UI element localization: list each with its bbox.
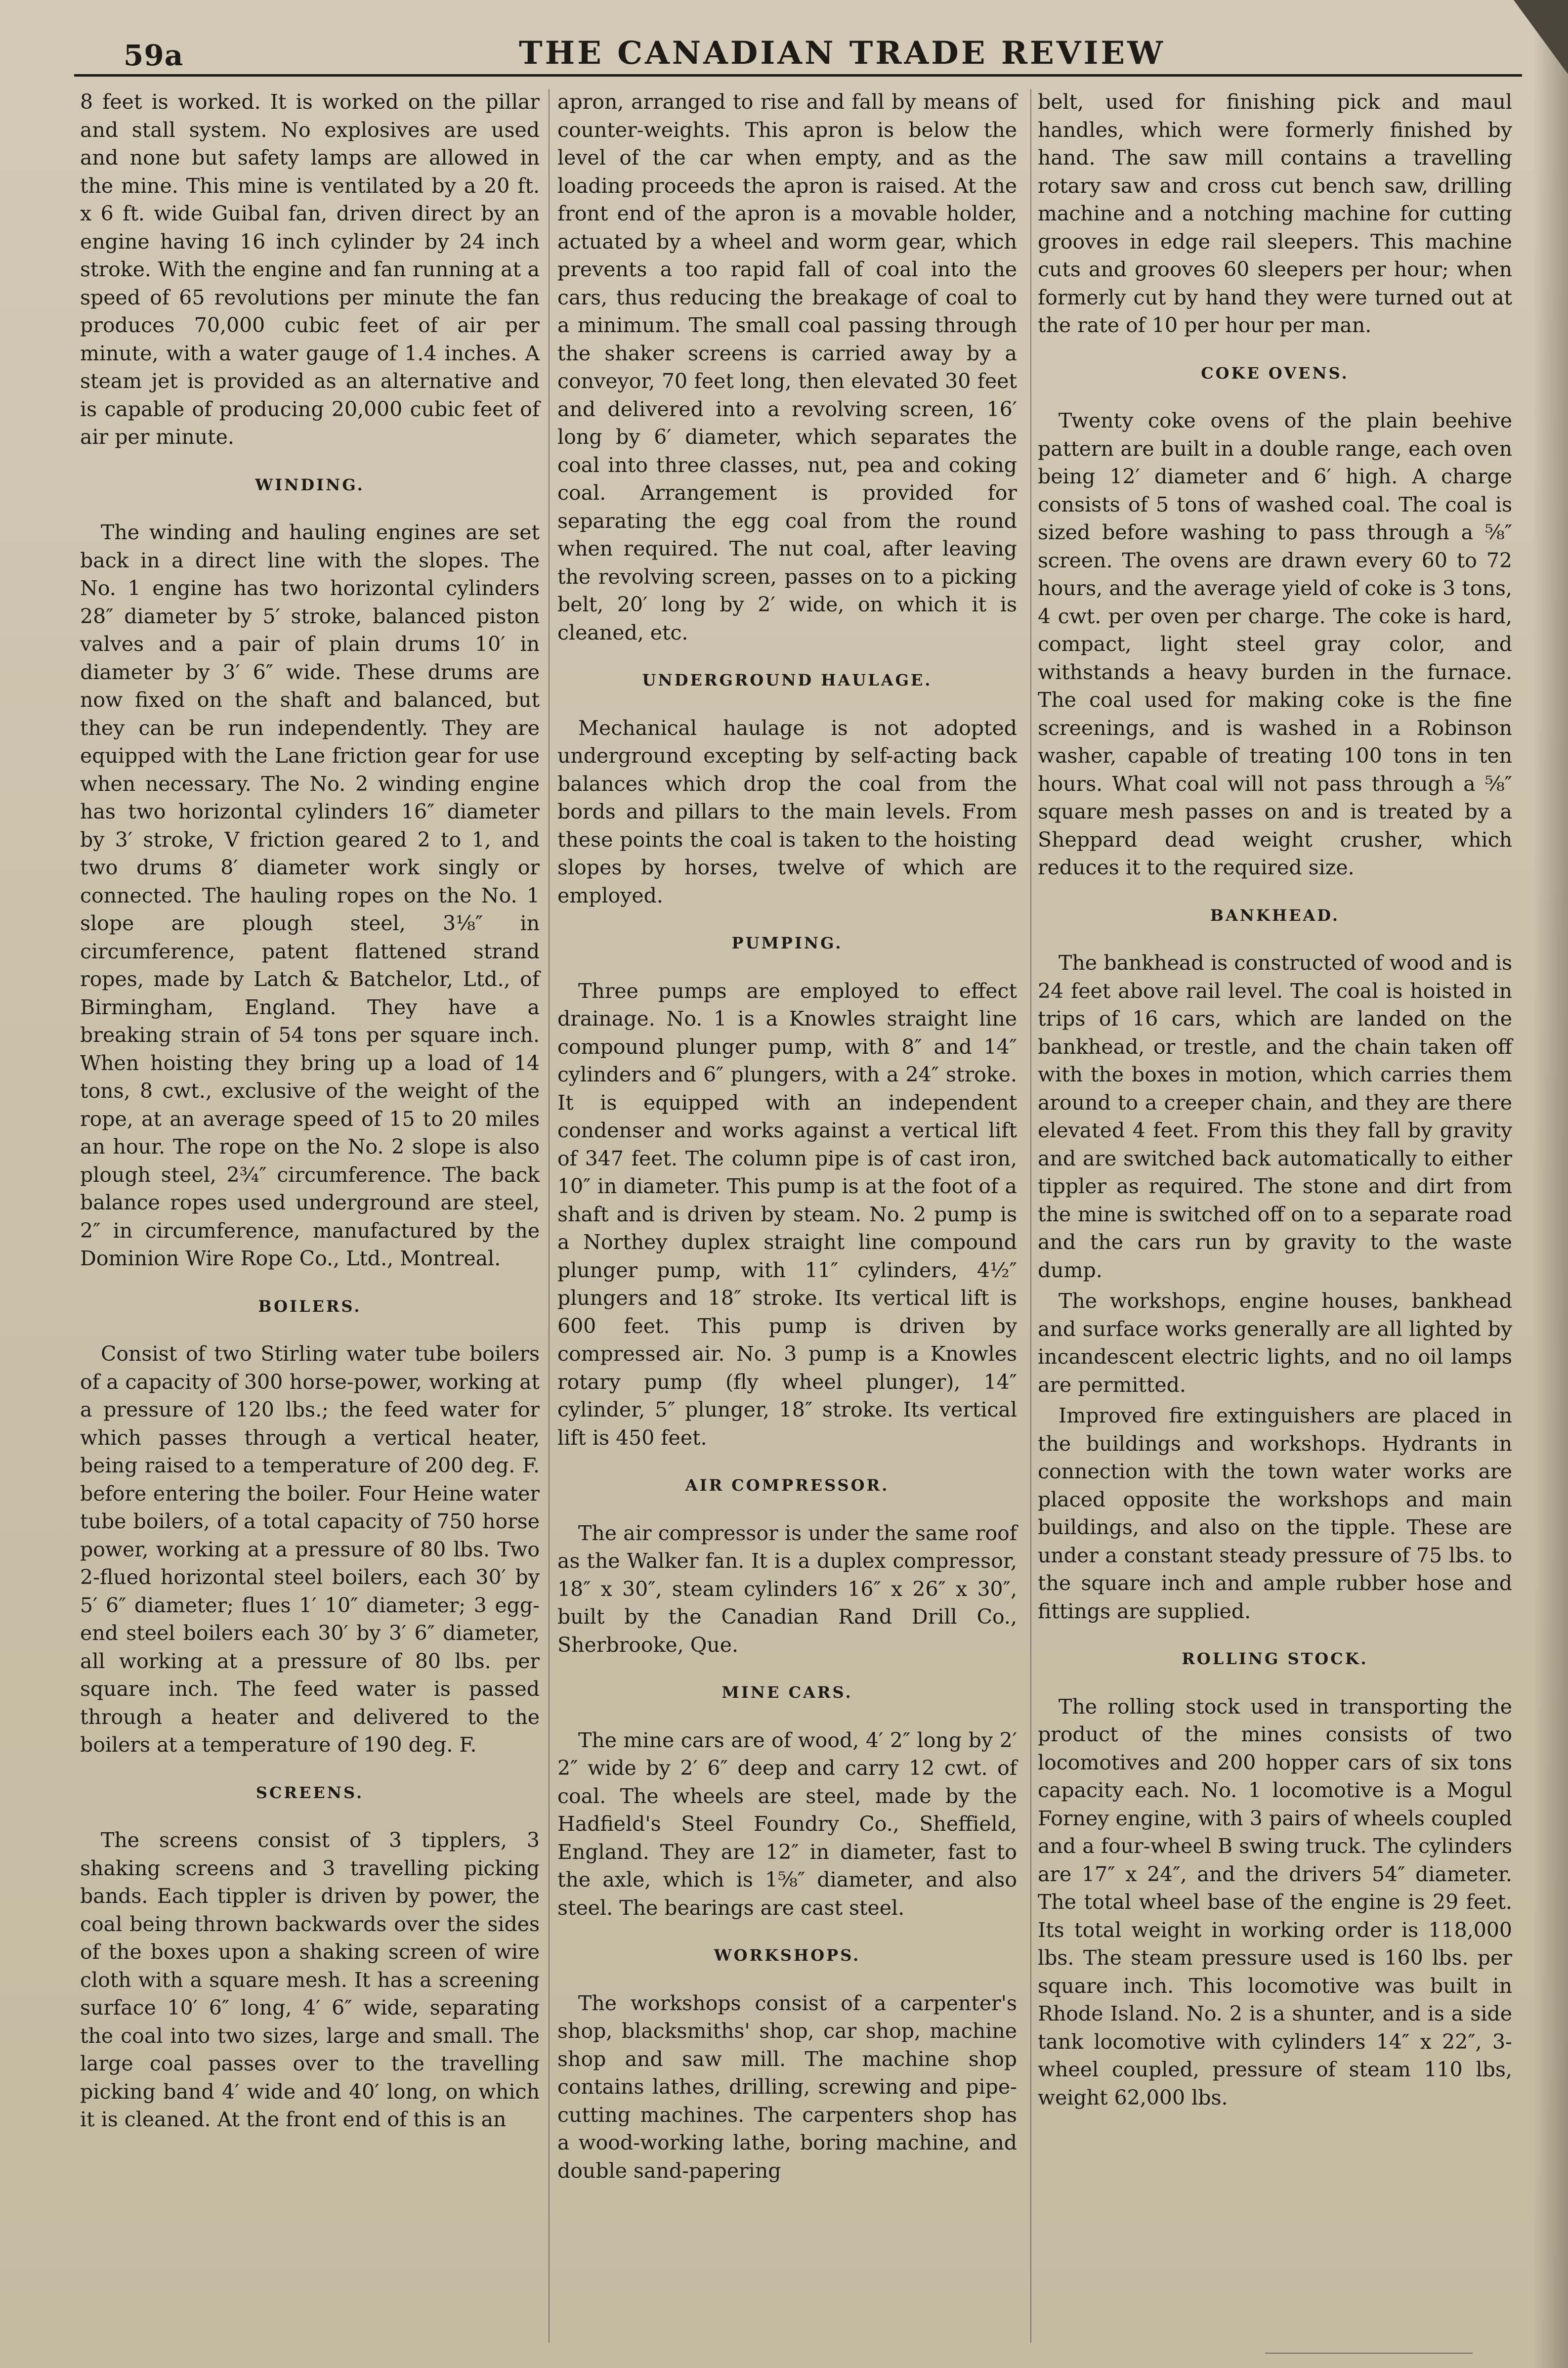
section-heading: BOILERS. xyxy=(258,1296,362,1316)
torn-corner xyxy=(1514,0,1568,74)
paragraph: 8 feet is worked. It is worked on the pillar and stall system. No explosives are used and none but safety lamps are allowed in the mine. This mine is ventilated by a 20 ft. x 6 ft. wide Guibal fan, driven direct by an engine having 16 inch cylinder by 24 inch stroke. With the engine and fan running at a speed of 65 revolutions per minute the fan produces 70,000 cubic feet of air per minute, with a water gauge of 1.4 inches. A steam jet is provided as an alternative and is capable of producing 20,000 cubic feet of air per minute. xyxy=(80,90,540,449)
page-edge-shadow xyxy=(1533,0,1568,2368)
header-rule xyxy=(74,74,1522,77)
section-heading: ROLLING STOCK. xyxy=(1182,1649,1368,1668)
section-heading: BANKHEAD. xyxy=(1210,905,1340,925)
section-heading: MINE CARS. xyxy=(721,1683,853,1702)
section-heading: SCREENS. xyxy=(255,1783,364,1802)
section-heading: PUMPING. xyxy=(731,934,843,952)
paragraph: The mine cars are of wood, 4′ 2″ long by 2′ 2″ wide by 2′ 6″ deep and carry 12 cwt. of coal. The wheels are steel, made by the Hadfield's Steel Foundry Co., Sheffield, England. They are 12″ in diameter, fast to the axle, which is 1⅝″ diameter, and also steel. The bearings are cast steel. xyxy=(557,1728,1017,1920)
paragraph: The rolling stock used in transporting the product of the mines consists of two locomotives and 200 hopper cars of six tons capacity each. No. 1 locomotive is a Mogul Forney engine, with 3 pairs of wheels coupled and a four-wheel B swing truck. The cylinders are 17″ x 24″, and the drivers 54″ diameter. The total wheel base of the engine is 29 feet. Its total weight in working order is 118,000 lbs. The steam pressure used is 160 lbs. per square inch. This locomotive was built in Rhode Island. No. 2 is a shunter, and is a side tank locomotive with cylinders 14″ x 22″, 3-wheel coupled, pressure of steam 110 lbs, weight 62,000 lbs. xyxy=(1038,1694,1512,2110)
paragraph: The winding and hauling engines are set back in a direct line with the slopes. The No. 1 engine has two horizontal cylinders 28″ diameter by 5′ stroke, balanced piston valves and a pair of plain drums 10′ in diameter by 3′ 6″ wide. These drums are now fixed on the shaft and balanced, but they can be run independently. They are equipped with the Lane friction gear for use when necessary. The No. 2 winding engine has two horizontal cylinders 16″ diameter by 3′ stroke, V friction geared 2 to 1, and two drums 8′ diameter work singly or connected. The hauling ropes on the No. 1 slope are plough steel, 3⅛″ in circumference, patent flattened strand ropes, made by Latch & Batchelor, Ltd., of Birmingham, England. They have a breaking strain of 54 tons per square inch. When hoisting they bring up a load of 14 tons, 8 cwt., exclusive of the weight of the rope, at an average speed of 15 to 20 miles an hour. The rope on the No. 2 slope is also plough steel, 2¾″ circumference. The back balance ropes used underground are steel, 2″ in circumference, manufactured by the Dominion Wire Rope Co., Ltd., Montreal. xyxy=(80,520,540,1270)
paragraph: Mechanical haulage is not adopted underground excepting by self-acting back balances which drop the coal from the bords and pillars to the main levels. From these points the coal is taken to the hoisting slopes by horses, twelve of which are employed. xyxy=(557,716,1017,907)
paragraph: The workshops, engine houses, bankhead and surface works generally are all lighted by incandescent electric lights, and no oil lamps are permitted. xyxy=(1038,1289,1512,1397)
paragraph: apron, arranged to rise and fall by means of counter-weights. This apron is below the level of the car when empty, and as the loading proceeds the apron is raised. At the front end of the apron is a movable holder, actuated by a wheel and worm gear, which prevents a too rapid fall of coal into the cars, thus reducing the breakage of coal to a minimum. The small coal passing through the shaker screens is carried away by a conveyor, 70 feet long, then elevated 30 feet and delivered into a revolving screen, 16′ long by 6′ diameter, which separates the coal into three classes, nut, pea and coking coal. Arrangement is provided for separating the egg coal from the round when required. The nut coal, after leaving the revolving screen, passes on to a picking belt, 20′ long by 2′ wide, on which it is cleaned, etc. xyxy=(557,90,1017,645)
text-column-3 xyxy=(1038,88,1512,2114)
journal-title: THE CANADIAN TRADE REVIEW xyxy=(519,35,1166,72)
section-heading: WINDING. xyxy=(255,475,365,494)
paragraph: belt, used for finishing pick and maul handles, which were formerly finished by hand. The saw mill contains a travelling rotary saw and cross cut bench saw, drilling machine and a notching machine for cutting grooves in edge rail sleepers. This machine cuts and grooves 60 sleepers per hour; when formerly cut by hand they were turned out at the rate of 10 per hour per man. xyxy=(1038,90,1512,337)
section-heading: WORKSHOPS. xyxy=(714,1946,861,1965)
text-column-1 xyxy=(80,88,540,2137)
column-divider xyxy=(549,89,550,2343)
section-heading: AIR COMPRESSOR. xyxy=(685,1476,890,1495)
section-heading: UNDERGROUND HAULAGE. xyxy=(642,671,932,689)
section-heading: COKE OVENS. xyxy=(1201,363,1349,383)
page-number: 59a xyxy=(124,39,184,72)
text-column-2 xyxy=(557,88,1017,2188)
paragraph: The screens consist of 3 tipplers, 3 shaking screens and 3 travelling picking bands. Each tippler is driven by power, the coal being thrown backwards over the sides of the boxes upon a shaking screen of wire cloth with a square mesh. It has a screening surface 10′ 6″ long, 4′ 6″ wide, separating the coal into two sizes, large and small. The large coal passes over to the travelling picking band 4′ wide and 40′ long, on which it is cleaned. At the front end of this is an xyxy=(80,1828,540,2131)
paragraph: The workshops consist of a carpenter's shop, blacksmiths' shop, car shop, machine shop and saw mill. The machine shop contains lathes, drilling, screwing and pipe-cutting machines. The carpenters shop has a wood-working lathe, boring machine, and double sand-papering xyxy=(557,1991,1017,2183)
paragraph: Three pumps are employed to effect drainage. No. 1 is a Knowles straight line compound plunger pump, with 8″ and 14″ cylinders and 6″ plungers, with a 24″ stroke. It is equipped with an independent condenser and works against a vertical lift of 347 feet. The column pipe is of cast iron, 10″ in diameter. This pump is at the foot of a shaft and is driven by steam. No. 2 pump is a Northey duplex straight line compound plunger pump, with 11″ cylinders, 4½″ plungers and 18″ stroke. Its vertical lift is 600 feet. This pump is driven by compressed air. No. 3 pump is a Knowles rotary pump (fly wheel plunger), 14″ cylinder, 5″ plunger, 18″ stroke. Its vertical lift is 450 feet. xyxy=(557,979,1017,1450)
column-divider xyxy=(1030,89,1031,2343)
paragraph: Consist of two Stirling water tube boilers of a capacity of 300 horse-power, working at a pressure of 120 lbs.; the feed water for which passes through a vertical heater, being raised to a temperature of 200 deg. F. before entering the boiler. Four Heine water tube boilers, of a total capacity of 750 horse power, working at a pressure of 80 lbs. Two 2-flued horizontal steel boilers, each 30′ by 5′ 6″ diameter; flues 1′ 10″ diameter; 3 egg-end steel boilers each 30′ by 3′ 6″ diameter, all working at a pressure of 80 lbs. per square inch. The feed water is passed through a heater and delivered to the boilers at a temperature of 190 deg. F. xyxy=(80,1342,540,1757)
paragraph: Twenty coke ovens of the plain beehive pattern are built in a double range, each oven being 12′ diameter and 6′ high. A charge consists of 5 tons of washed coal. The coal is sized before washing to pass through a ⅝″ screen. The ovens are drawn every 60 to 72 hours, and the average yield of coke is 3 tons, 4 cwt. per oven per charge. The coke is hard, compact, light steel gray color, and withstands a heavy burden in the furnace. The coal used for making coke is the fine screenings, and is washed in a Robinson washer, capable of treating 100 tons in ten hours. What coal will not pass through a ⅝″ square mesh passes on and is treated by a Sheppard dead weight crusher, which reduces it to the required size. xyxy=(1038,409,1512,879)
paragraph: The bankhead is constructed of wood and is 24 feet above rail level. The coal is hoisted in trips of 16 cars, which are landed on the bankhead, or trestle, and the chain taken off with the boxes in motion, which carries them around to a creeper chain, and they are there elevated 4 feet. From this they fall by gravity and are switched back automatically to either tippler as required. The stone and dirt from the mine is switched off on to a separate road and the cars run by gravity to the waste dump. xyxy=(1038,951,1512,1282)
paragraph: The air compressor is under the same roof as the Walker fan. It is a duplex compressor, 18″ x 30″, steam cylinders 16″ x 26″ x 30″, built by the Canadian Rand Drill Co., Sherbrooke, Que. xyxy=(557,1521,1017,1657)
paragraph: Improved fire extinguishers are placed in the buildings and workshops. Hydrants in connection with the town water works are placed opposite the workshops and main buildings, and also on the tipple. These are under a constant steady pressure of 75 lbs. to the square inch and ample rubber hose and fittings are supplied. xyxy=(1038,1404,1512,1623)
footer-rule xyxy=(1265,2353,1473,2354)
